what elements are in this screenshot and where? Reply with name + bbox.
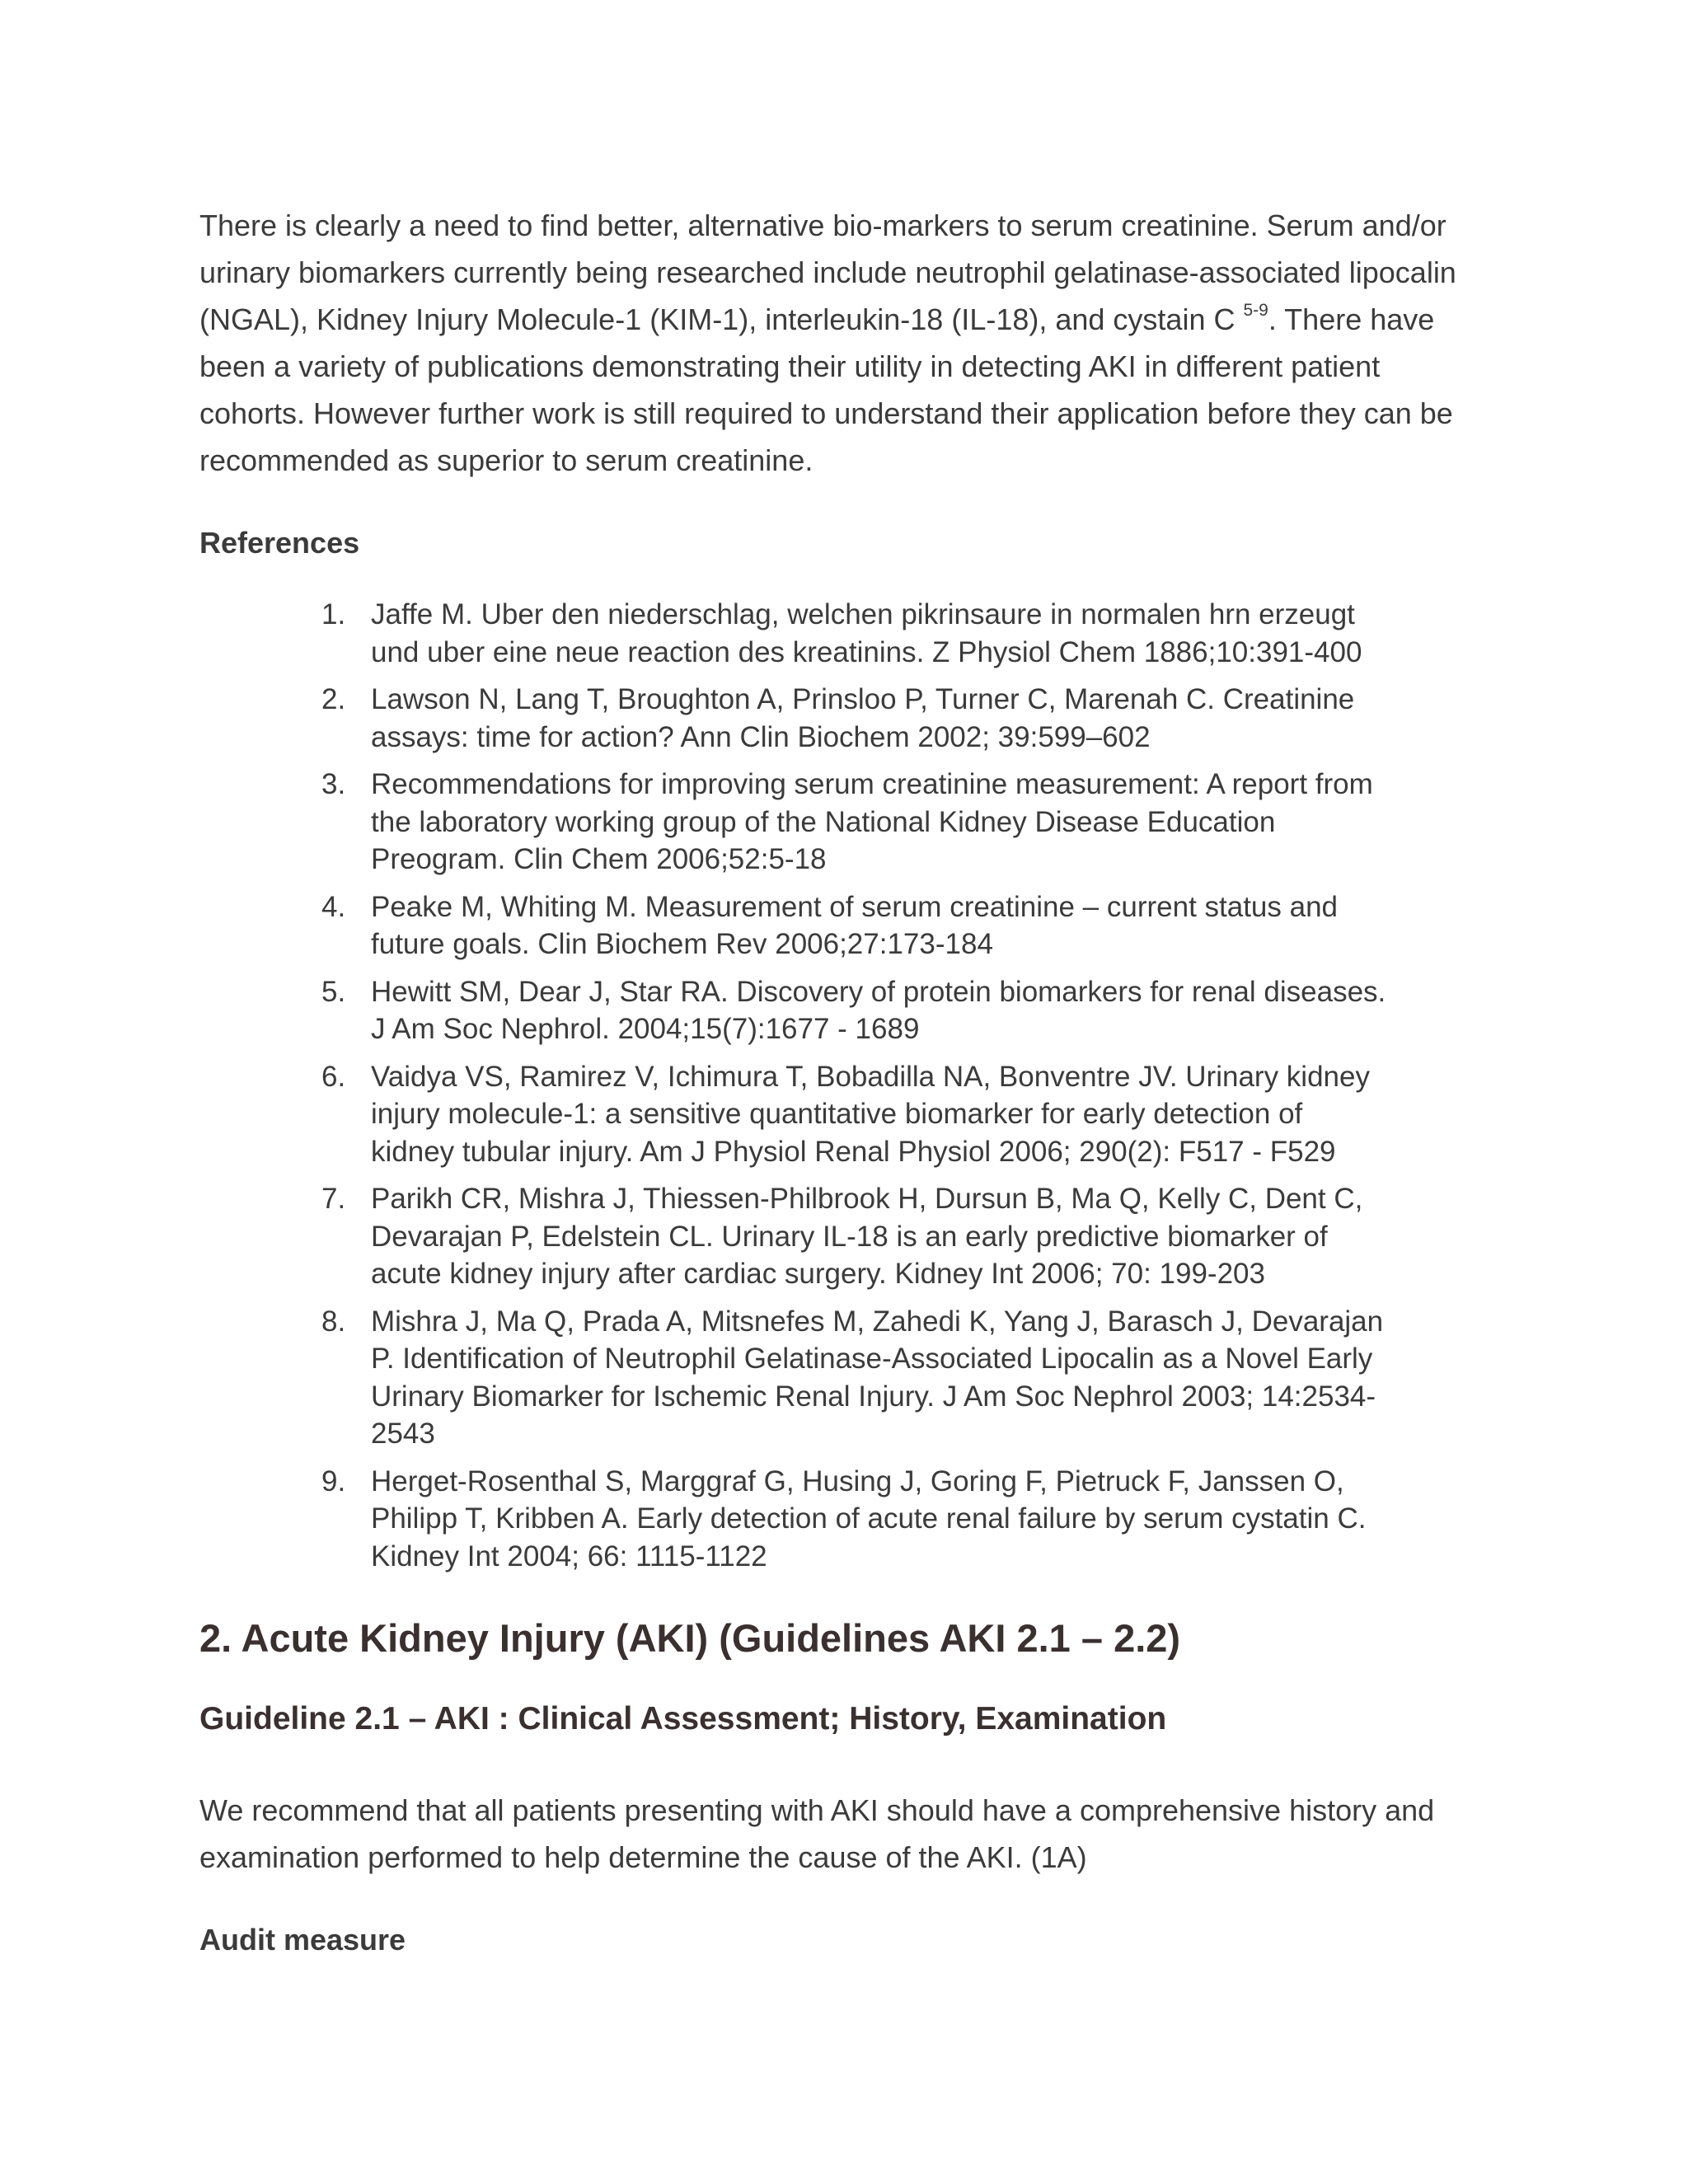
reference-text [371, 766, 1492, 879]
references-heading: References [199, 526, 360, 560]
reference-line: future goals. Clin Biochem Rev 2006;27:173-184 [371, 928, 993, 960]
intro-line-3-end: . There have [1268, 302, 1435, 336]
reference-text [371, 1463, 1492, 1576]
reference-text [371, 1058, 1492, 1171]
reference-text [371, 1303, 1492, 1453]
audit-measure-heading: Audit measure [199, 1923, 406, 1957]
reference-line: 2543 [371, 1418, 435, 1450]
reference-number: 7. [321, 1183, 346, 1215]
reference-line: the laboratory working group of the National Kidney Disease Education [371, 805, 1276, 838]
recommendation-paragraph [199, 1787, 1518, 1881]
references-list [321, 596, 1492, 1585]
reference-line: Jaffe M. Uber den niederschlag, welchen pikrinsaure in normalen hrn erzeugt [371, 598, 1355, 630]
reference-text [371, 681, 1492, 756]
guideline-title: Guideline 2.1 – AKI : Clinical Assessment; History, Examination [199, 1701, 1167, 1736]
reference-number: 3. [321, 768, 346, 800]
intro-line-4: been a variety of publications demonstrating their utility in detecting AKI in different patient [199, 349, 1381, 383]
intro-line-6: recommended as superior to serum creatinine. [199, 443, 814, 477]
intro-paragraph [199, 202, 1518, 484]
reference-item [321, 681, 1492, 756]
reference-line: Herget-Rosenthal S, Marggraf G, Husing J, Goring F, Pietruck F, Janssen O, [371, 1465, 1344, 1497]
section-title: 2. Acute Kidney Injury (AKI) (Guidelines AKI 2.1 – 2.2) [199, 1616, 1181, 1660]
reference-text [371, 888, 1492, 963]
reference-line: Peake M, Whiting M. Measurement of serum creatinine – current status and [371, 890, 1339, 923]
reference-line: Parikh CR, Mishra J, Thiessen-Philbrook H, Dursun B, Ma Q, Kelly C, Dent C, [371, 1183, 1363, 1215]
reference-line: Preogram. Clin Chem 2006;52:5-18 [371, 843, 827, 875]
recommendation-line-1: We recommend that all patients presenting with AKI should have a comprehensive history and [199, 1793, 1435, 1827]
reference-line: Hewitt SM, Dear J, Star RA. Discovery of protein biomarkers for renal diseases. [371, 975, 1386, 1008]
citation-superscript: 5-9 [1243, 301, 1268, 320]
reference-line: assays: time for action? Ann Clin Biochem 2002; 39:599–602 [371, 720, 1151, 753]
reference-number: 5. [321, 975, 346, 1008]
reference-text [371, 596, 1492, 671]
reference-line: J Am Soc Nephrol. 2004;15(7):1677 - 1689 [371, 1013, 920, 1045]
reference-text [371, 1180, 1492, 1293]
reference-item [321, 766, 1492, 879]
reference-item [321, 596, 1492, 671]
reference-line: injury molecule-1: a sensitive quantitative biomarker for early detection of [371, 1098, 1303, 1130]
reference-line: P. Identification of Neutrophil Gelatinase-Associated Lipocalin as a Novel Early [371, 1343, 1373, 1375]
reference-line: Philipp T, Kribben A. Early detection of acute renal failure by serum cystatin C. [371, 1502, 1367, 1535]
reference-line: kidney tubular injury. Am J Physiol Renal Physiol 2006; 290(2): F517 - F529 [371, 1135, 1336, 1168]
reference-number: 9. [321, 1465, 346, 1497]
intro-line-3 [199, 296, 1518, 343]
reference-line: Urinary Biomarker for Ischemic Renal Injury. J Am Soc Nephrol 2003; 14:2534- [371, 1380, 1376, 1413]
reference-item [321, 1303, 1492, 1453]
reference-line: Kidney Int 2004; 66: 1115-1122 [371, 1540, 767, 1572]
reference-line: Devarajan P, Edelstein CL. Urinary IL-18 is an early predictive biomarker of [371, 1220, 1328, 1253]
reference-number: 1. [321, 598, 346, 630]
intro-line-2: urinary biomarkers currently being researched include neutrophil gelatinase-associated lipocalin [199, 255, 1456, 289]
reference-line: Mishra J, Ma Q, Prada A, Mitsnefes M, Zahedi K, Yang J, Barasch J, Devarajan [371, 1305, 1384, 1338]
intro-line-5: cohorts. However further work is still required to understand their application before they can be [199, 396, 1453, 430]
reference-item [321, 973, 1492, 1048]
reference-number: 4. [321, 890, 346, 923]
reference-number: 6. [321, 1060, 346, 1093]
intro-line-3-text: (NGAL), Kidney Injury Molecule-1 (KIM-1), interleukin-18 (IL-18), and cystain C [199, 302, 1244, 336]
recommendation-line-2: examination performed to help determine the cause of the AKI. (1A) [199, 1840, 1087, 1874]
reference-line: Vaidya VS, Ramirez V, Ichimura T, Bobadilla NA, Bonventre JV. Urinary kidney [371, 1060, 1370, 1093]
reference-line: acute kidney injury after cardiac surgery. Kidney Int 2006; 70: 199-203 [371, 1258, 1265, 1290]
reference-text [371, 973, 1492, 1048]
reference-number: 8. [321, 1305, 346, 1338]
reference-line: Recommendations for improving serum creatinine measurement: A report from [371, 768, 1373, 800]
reference-line: und uber eine neue reaction des kreatinins. Z Physiol Chem 1886;10:391-400 [371, 635, 1362, 668]
reference-item [321, 1463, 1492, 1576]
intro-line-1: There is clearly a need to find better, alternative bio-markers to serum creatinine. Serum and/or [199, 209, 1447, 242]
reference-item [321, 1180, 1492, 1293]
reference-line: Lawson N, Lang T, Broughton A, Prinsloo P, Turner C, Marenah C. Creatinine [371, 683, 1355, 715]
reference-number: 2. [321, 683, 346, 715]
reference-item [321, 888, 1492, 963]
reference-item [321, 1058, 1492, 1171]
